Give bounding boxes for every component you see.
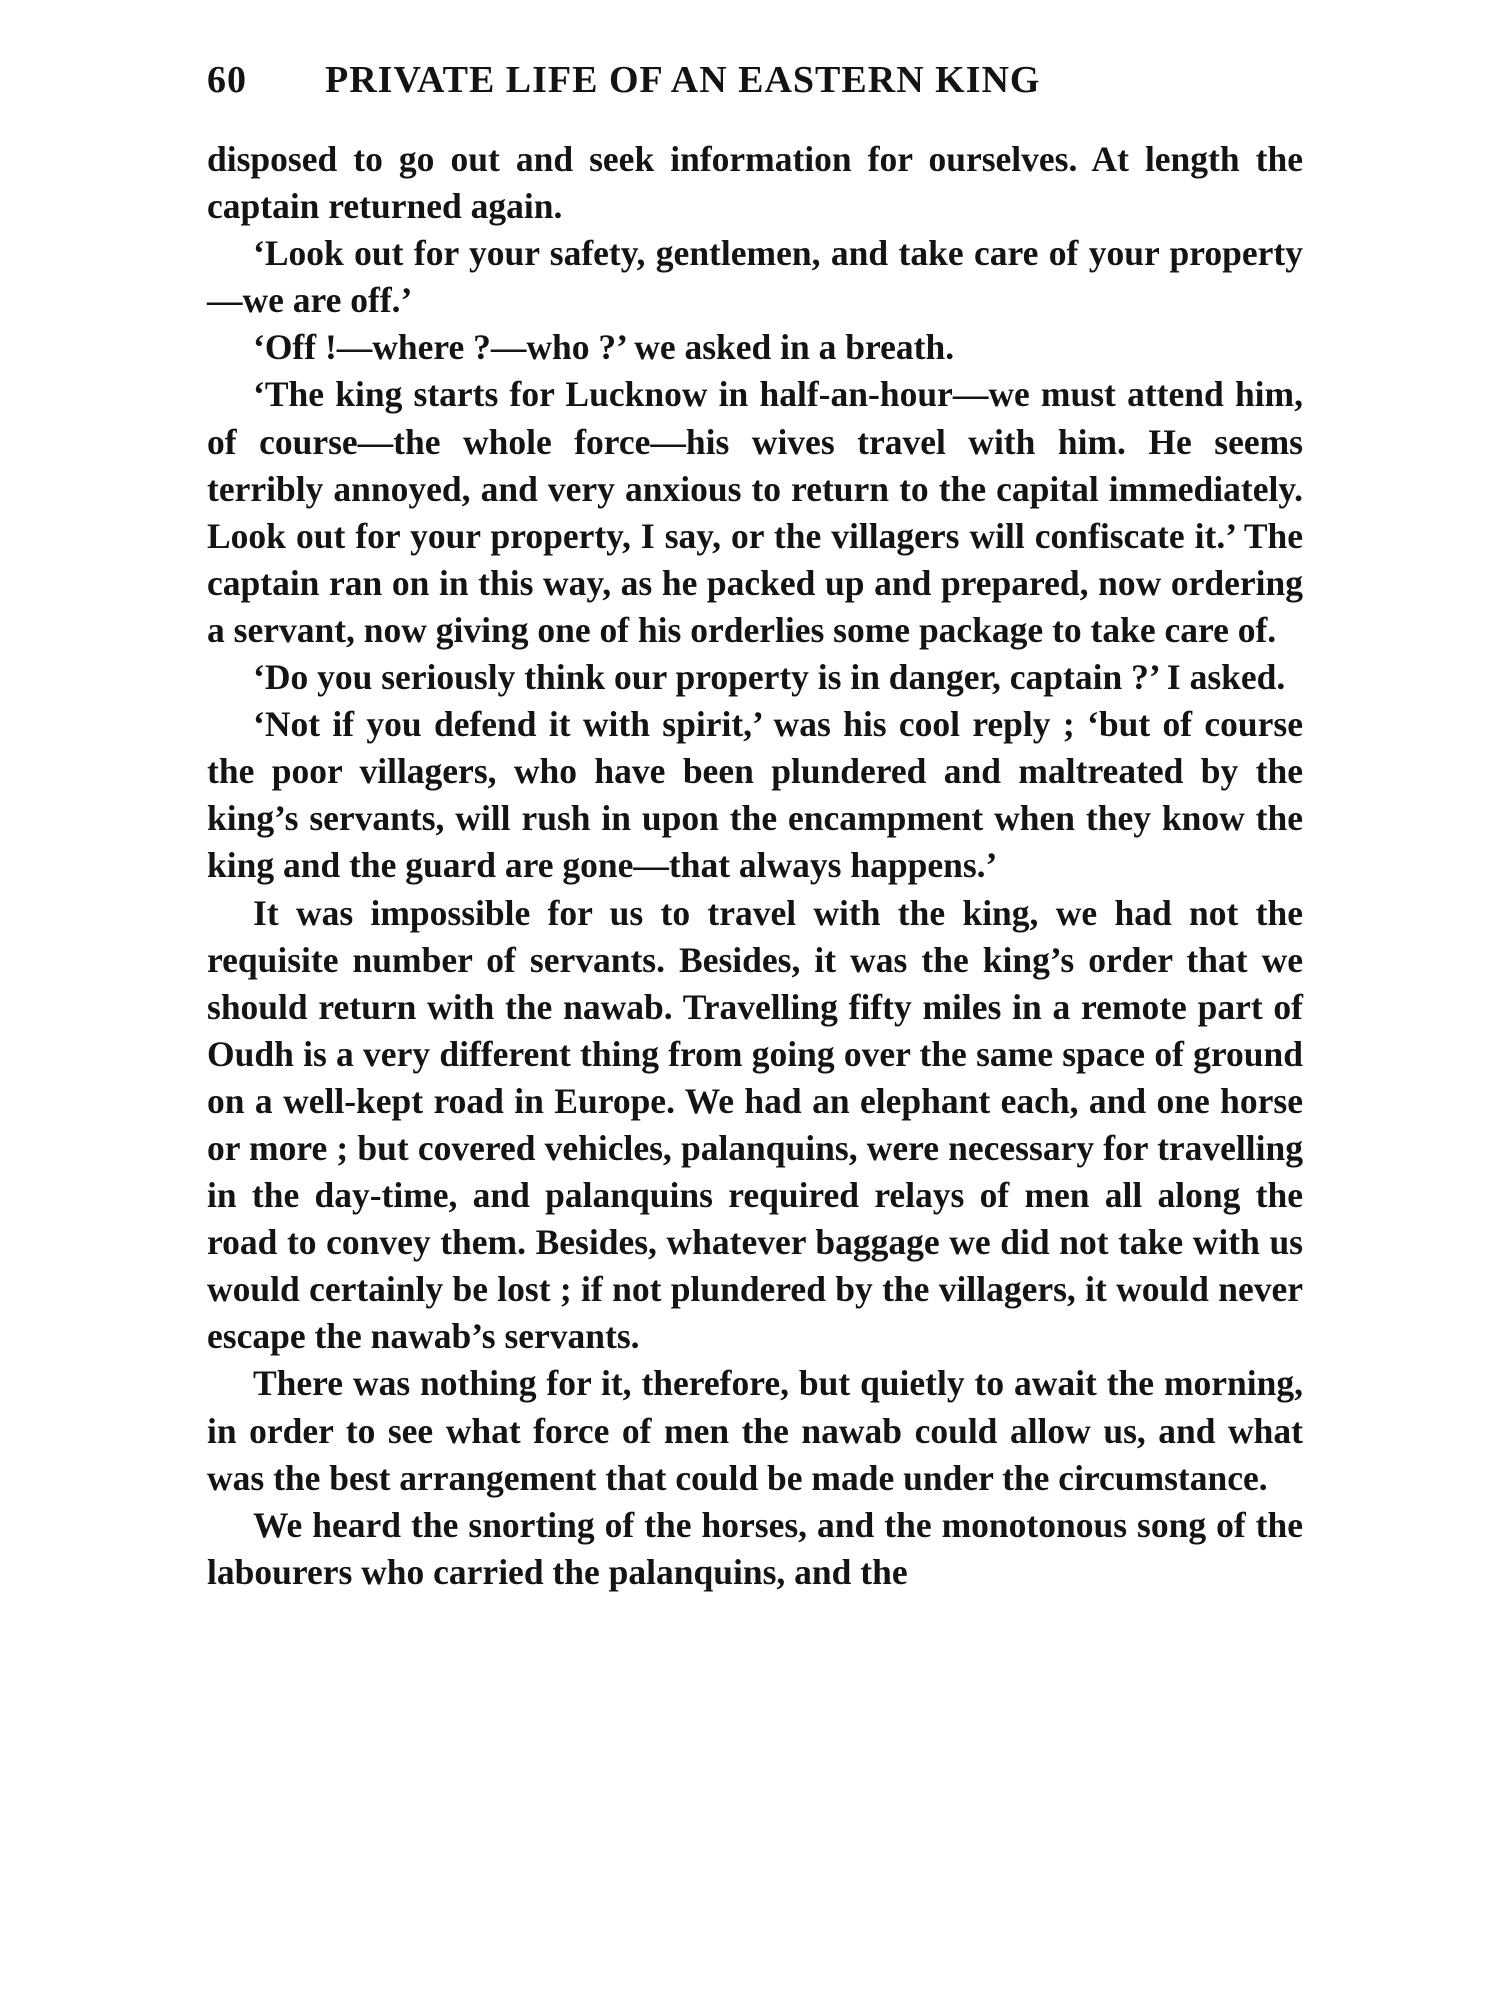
paragraph: ‘Off !—where ?—who ?’ we asked in a breath.	[253, 327, 955, 368]
paragraph: ‘The king starts for Lucknow in half-an-hour—we must attend him, of course—the whole force—his wives travel with him. He seems terribly annoyed, and very anxious to return to the capital immediately. Look out for your property, I say, or the villagers will confiscate it.’ The captain ran on in this way, as he packed up and prepared, now ordering a servant, now giving one of his orderlies some package to take care of.	[207, 374, 1303, 650]
paragraph: ‘Look out for your safety, gentlemen, and take care of your property—we are off.’	[207, 233, 1303, 321]
paragraph: We heard the snorting of the horses, and the monotonous song of the labourers who carried the palanquins, and the	[207, 1504, 1303, 1592]
paragraph: There was nothing for it, therefore, but quietly to await the morning, in order to see what force of men the nawab could allow us, and what was the best arrangement that could be made under the circumstance.	[207, 1363, 1303, 1498]
paragraph: It was impossible for us to travel with the king, we had not the requisite number of servants. Besides, it was the king’s order that we should return with the nawab. Travelling fifty miles in a remote part of Oudh is a very different thing from going over the same space of ground on a well-kept road in Europe. We had an elephant each, and one horse or more ; but covered vehicles, palanquins, were necessary for travelling in the day-time, and palanquins required relays of men all along the road to convey them. Besides, whatever baggage we did not take with us would certainly be lost ; if not plundered by the villagers, it would never escape the nawab’s servants.	[207, 892, 1303, 1357]
book-page	[207, 58, 1303, 1596]
page-number: 60	[207, 59, 247, 101]
paragraph: ‘Do you seriously think our property is in danger, captain ?’ I asked.	[253, 657, 1286, 698]
paragraph: ‘Not if you defend it with spirit,’ was his cool reply ; ‘but of course the poor villagers, who have been plundered and maltreated by the king’s servants, will rush in upon the encampment when they know the king and the guard are gone—that always happens.’	[207, 704, 1303, 886]
running-head	[207, 58, 1303, 114]
running-title: PRIVATE LIFE OF AN EASTERN KING	[325, 59, 1041, 101]
body-text	[207, 136, 1303, 1596]
paragraph: disposed to go out and seek information for ourselves. At length the captain returned again.	[207, 139, 1303, 227]
